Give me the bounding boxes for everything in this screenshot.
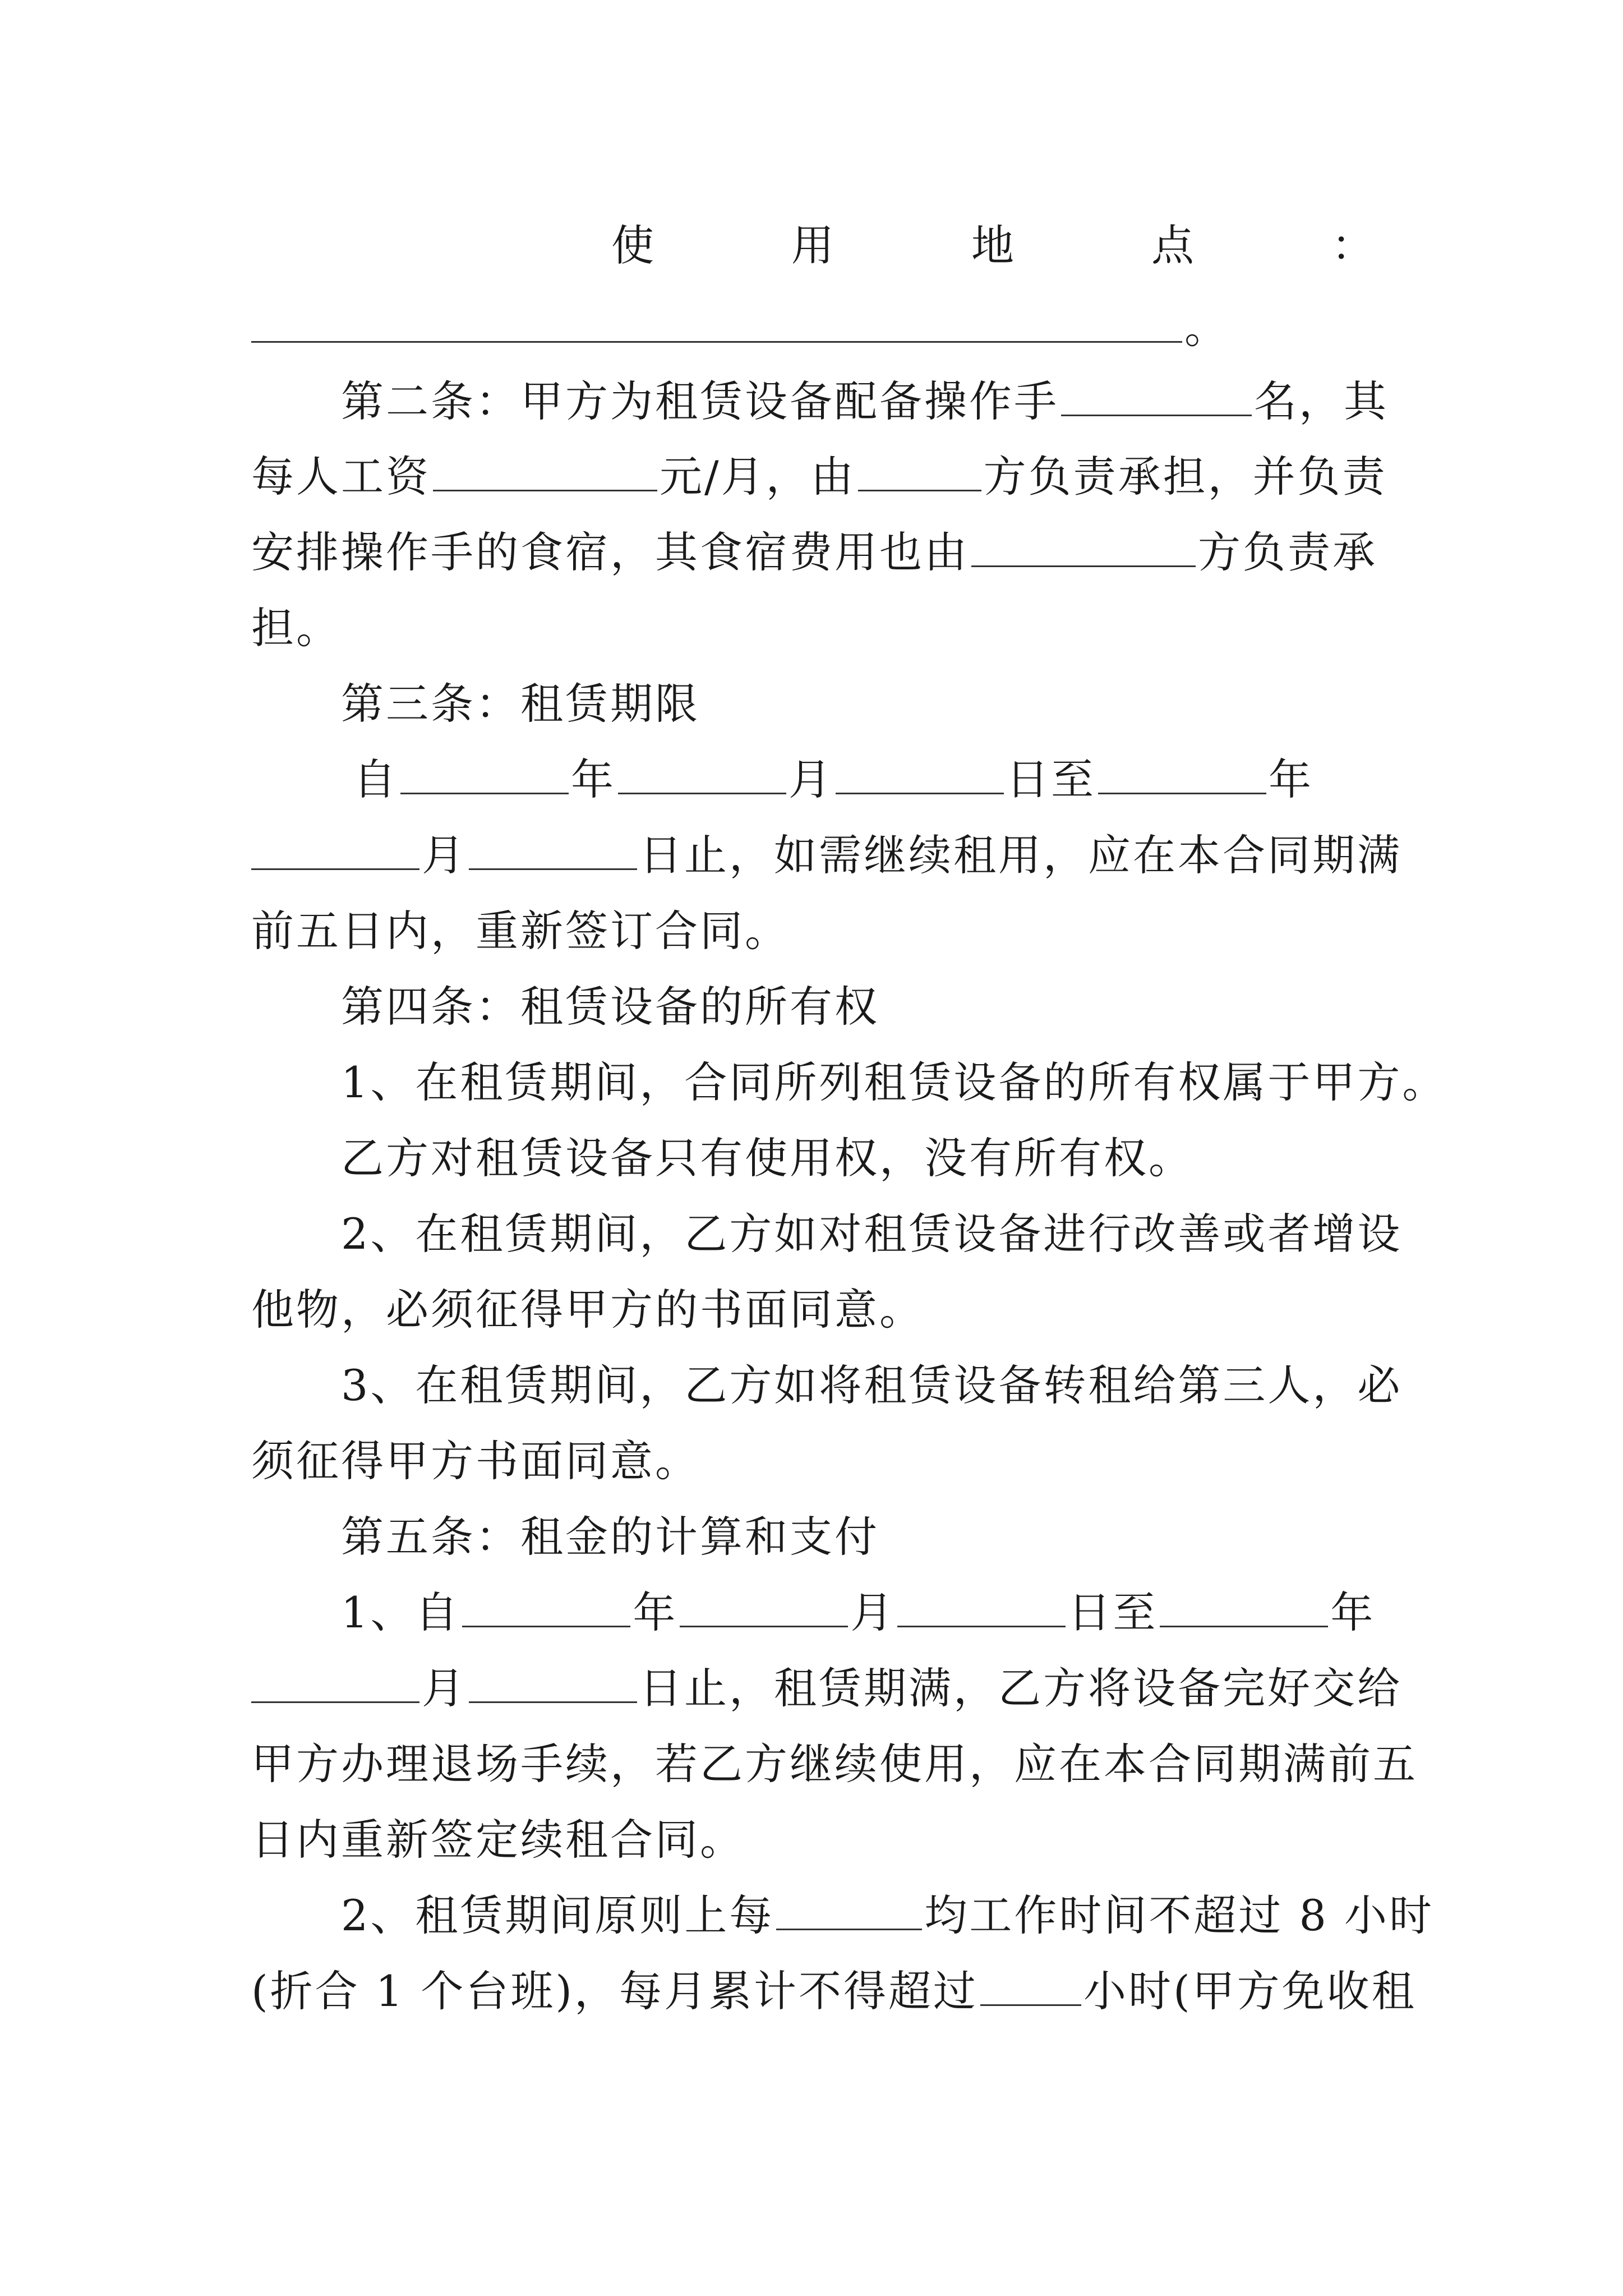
article-4-item-2-line-1: 2、在租赁期间，乙方如对租赁设备进行改善或者增设: [341, 1209, 1403, 1259]
article-2-line-4: 担。: [251, 603, 341, 653]
text-segment: 年: [1269, 754, 1313, 804]
text-segment: 日至: [1006, 754, 1096, 804]
article-5-item-2-line-2: [251, 1963, 1417, 2019]
text-segment: 月: [422, 830, 467, 880]
heading-char-4: 点: [1151, 220, 1194, 270]
article-2-line-1: [341, 374, 1401, 430]
article-3-line-2: [251, 827, 1401, 884]
location-period: 。: [1184, 303, 1229, 353]
end-month-prefix-blank: [251, 829, 419, 870]
start-month-blank: [618, 753, 786, 794]
text-segment: 日止，租赁期满，乙方将设备完好交给: [639, 1663, 1402, 1713]
rent-end-month-prefix-blank: [251, 1662, 419, 1703]
text-segment: (折合 1 个台班)，每月累计不得超过: [251, 1966, 978, 2016]
rent-end-year-blank: [1160, 1586, 1328, 1627]
text-segment: 月: [422, 1663, 467, 1713]
text-segment: 均工作时间不超过 8 小时: [924, 1890, 1435, 1940]
article-4-item-3-line-1: 3、在租赁期间，乙方如将租赁设备转租给第三人，必: [341, 1360, 1403, 1410]
heading-char-2: 用: [791, 220, 834, 270]
rent-end-day-blank: [469, 1662, 637, 1703]
article-4-title: 第四条：租赁设备的所有权: [341, 982, 879, 1032]
text-segment: 元/月，由: [660, 452, 856, 501]
text-segment: 第二条：甲方为租赁设备配备操作手: [341, 376, 1059, 426]
article-4-item-2-line-2: 他物，必须征得甲方的书面同意。: [251, 1285, 924, 1335]
text-segment: 1、自: [341, 1588, 460, 1637]
article-5-item-1-line-2: [251, 1660, 1401, 1717]
text-segment: 日止，如需继续租用，应在本合同期满: [639, 830, 1402, 880]
end-year-blank: [1098, 753, 1266, 794]
end-day-blank: [469, 829, 637, 870]
article-2-line-2: [251, 449, 1401, 505]
location-blank: [251, 302, 1182, 343]
heading-char-1: 使: [611, 220, 654, 270]
article-5-item-1-line-1: [341, 1585, 1401, 1641]
rent-start-year-blank: [462, 1586, 630, 1627]
article-5-item-1-line-4: 日内重新签定续租合同。: [251, 1815, 745, 1865]
article-5-title: 第五条：租金的计算和支付: [341, 1512, 879, 1562]
article-5-item-2-line-1: [341, 1888, 1435, 1944]
text-segment: 方负责承: [1198, 527, 1377, 577]
text-segment: 月: [850, 1588, 896, 1637]
heading-char-5: ：: [1331, 220, 1374, 270]
rent-start-day-blank: [897, 1586, 1066, 1627]
text-segment: 月: [789, 754, 833, 804]
wage-blank: [433, 450, 657, 491]
text-segment: 自: [353, 754, 398, 804]
article-4-item-1-line-1: 1、在租赁期间，合同所列租赁设备的所有权属于甲方。: [341, 1057, 1447, 1107]
text-segment: 年: [571, 754, 616, 804]
usage-location-heading: [611, 218, 1374, 274]
lodging-party-blank: [971, 526, 1196, 567]
text-segment: 2、租赁期间原则上每: [341, 1890, 774, 1940]
text-segment: 年: [1330, 1588, 1376, 1637]
text-segment: 年: [633, 1588, 678, 1637]
article-5-item-1-line-3: 甲方办理退场手续，若乙方继续使用，应在本合同期满前五: [251, 1739, 1418, 1789]
article-3-line-3: 前五日内，重新签订合同。: [251, 906, 790, 956]
text-segment: 日至: [1068, 1588, 1158, 1637]
location-blank-line: [251, 300, 1401, 356]
rent-start-month-blank: [680, 1586, 848, 1627]
wage-party-blank: [858, 450, 981, 491]
start-year-blank: [400, 753, 569, 794]
operator-count-blank: [1061, 375, 1252, 416]
text-segment: 安排操作手的食宿，其食宿费用也由: [251, 527, 969, 577]
article-3-title: 第三条：租赁期限: [341, 679, 700, 729]
article-3-line-1: [353, 752, 1401, 808]
text-segment: 小时(甲方免收租: [1083, 1966, 1417, 2016]
article-2-line-3: [251, 524, 1401, 581]
heading-char-3: 地: [971, 220, 1014, 270]
monthly-hours-blank: [980, 1965, 1081, 2006]
text-segment: 每人工资: [251, 452, 431, 501]
text-segment: 方负责承担，并负责: [983, 452, 1387, 501]
article-4-item-3-line-2: 须征得甲方书面同意。: [251, 1436, 700, 1486]
text-segment: 名，其: [1254, 376, 1389, 426]
start-day-blank: [836, 753, 1004, 794]
article-4-item-1-line-2: 乙方对租赁设备只有使用权，没有所有权。: [341, 1133, 1193, 1183]
work-period-blank: [776, 1889, 922, 1930]
